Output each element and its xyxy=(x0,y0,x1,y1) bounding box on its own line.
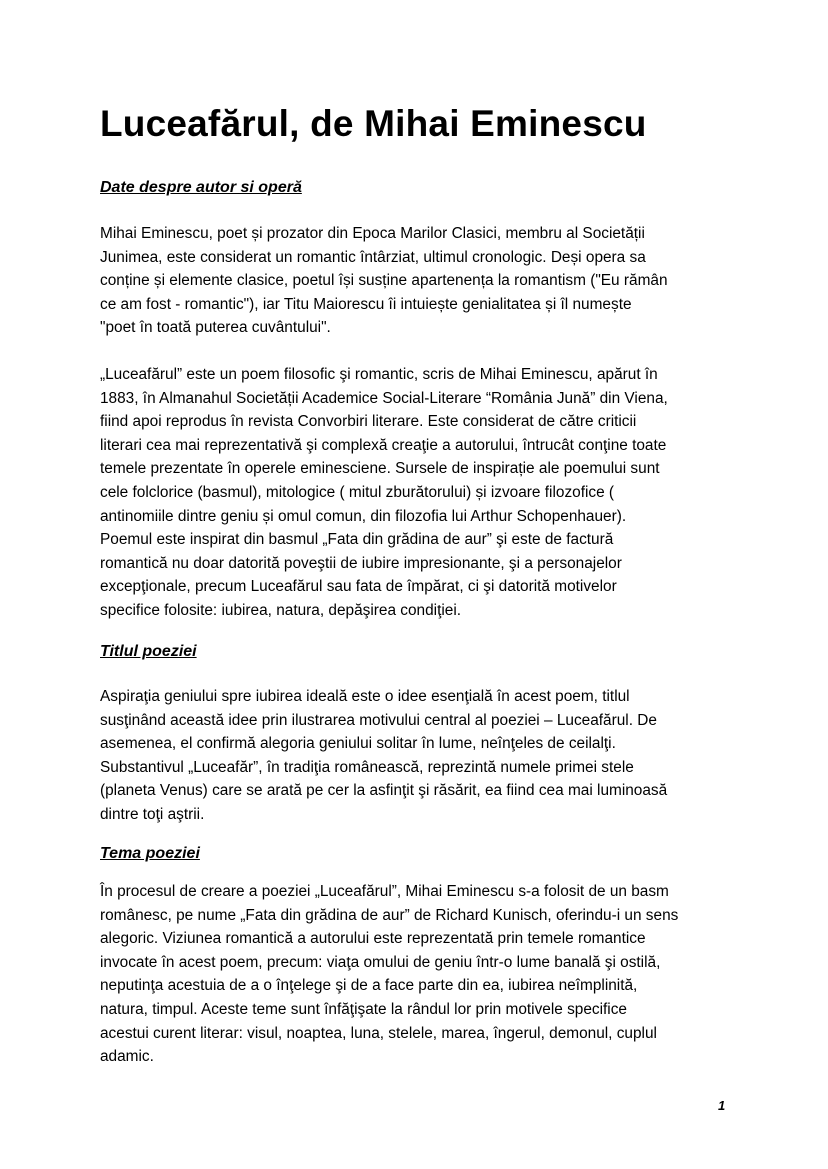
text-line: Mihai Eminescu, poet și prozator din Epoca Marilor Clasici, membru al Societății xyxy=(100,225,645,242)
text-line: ce am fost - romantic"), iar Titu Maiorescu îi intuiește genialitatea și îl numește xyxy=(100,295,632,313)
paragraph-author-intro xyxy=(100,222,740,340)
text-line: adamic. xyxy=(100,1048,154,1066)
text-line: Poemul este inspirat din basmul „Fata din grădina de aur” şi este de factură xyxy=(100,531,614,549)
text-line: fiind apoi reprodus în revista Convorbiri literare. Este considerat de către criticii xyxy=(100,413,637,431)
text-line: conține și elemente clasice, poetul își susține apartenența la romantism ("Eu rămân xyxy=(100,272,668,290)
text-line: românesc, pe nume „Fata din grădina de aur” de Richard Kunisch, oferindu-i un sens xyxy=(100,906,679,924)
page-title: Luceafărul, de Mihai Eminescu xyxy=(100,103,647,144)
text-line: cele folclorice (basmul), mitologice ( mitul zburătorului) și izvoare filozofice ( xyxy=(100,483,615,501)
text-line: (planeta Venus) care se arată pe cer la asfinţit şi răsărit, ea fiind cea mai luminoasă xyxy=(100,782,668,800)
text-line: 1883, în Almanahul Societății Academice Social-Literare “România Jună” din Viena, xyxy=(100,389,668,407)
text-line: asemenea, el confirmă alegoria geniului solitar în lume, neînţeles de ceilalţi. xyxy=(100,735,616,753)
text-line: specifice folosite: iubirea, natura, depăşirea condiţiei. xyxy=(100,601,462,619)
paragraph-theme-analysis xyxy=(100,880,740,1069)
paragraph-work-info xyxy=(100,363,740,623)
text-line: În procesul de creare a poeziei „Luceafărul”, Mihai Eminescu s-a folosit de un basm xyxy=(100,883,669,900)
text-line: invocate în acest poem, precum: viaţa omului de geniu într-o lume banală şi ostilă, xyxy=(100,953,661,971)
text-line: Aspiraţia geniului spre iubirea ideală este o idee esenţială în acest poem, titlul xyxy=(100,688,630,705)
text-line: romantică nu doar datorită poveştii de iubire impresionante, şi a personajelor xyxy=(100,554,622,572)
section-heading-theme: Tema poeziei xyxy=(100,845,200,862)
text-line: Junimea, este considerat un romantic întârziat, ultimul cronologic. Deși opera sa xyxy=(100,248,646,266)
text-line: natura, timpul. Aceste teme sunt înfăţişate la rândul lor prin motivele specifice xyxy=(100,1000,627,1018)
text-line: dintre toţi aştrii. xyxy=(100,805,205,823)
page-number: 1 xyxy=(718,1098,726,1113)
text-line: Substantivul „Luceafăr”, în tradiţia românească, reprezintă numele primei stele xyxy=(100,758,634,776)
text-line: susţinând această idee prin ilustrarea motivului central al poeziei – Luceafărul. De xyxy=(100,711,657,729)
text-line: alegoric. Viziunea romantică a autorului este reprezentată prin temele romantice xyxy=(100,930,646,948)
section-heading-title: Titlul poeziei xyxy=(100,643,197,660)
text-line: antinomiile dintre geniu și omul comun, din filozofia lui Arthur Schopenhauer). xyxy=(100,507,627,525)
text-line: neputinţa acestuia de a o înţelege şi de a face parte din ea, iubirea neîmplinită, xyxy=(100,977,638,995)
text-line: acestui curent literar: visul, noaptea, luna, stelele, marea, îngerul, demonul, cuplul xyxy=(100,1024,657,1042)
paragraph-title-analysis xyxy=(100,685,740,827)
section-heading-author: Date despre autor si operă xyxy=(100,179,302,196)
text-line: literari cea mai reprezentativă şi complexă creaţie a autorului, întrucât conţine toate xyxy=(100,436,667,454)
text-line: „Luceafărul” este un poem filosofic şi romantic, scris de Mihai Eminescu, apărut în xyxy=(100,366,658,383)
text-line: temele prezentate în operele eminesciene. Sursele de inspirație ale poemului sunt xyxy=(100,460,660,478)
text-line: excepţionale, precum Luceafărul sau fata de împărat, ci şi datorită motivelor xyxy=(100,578,617,596)
text-line: "poet în toată puterea cuvântului". xyxy=(100,319,331,337)
